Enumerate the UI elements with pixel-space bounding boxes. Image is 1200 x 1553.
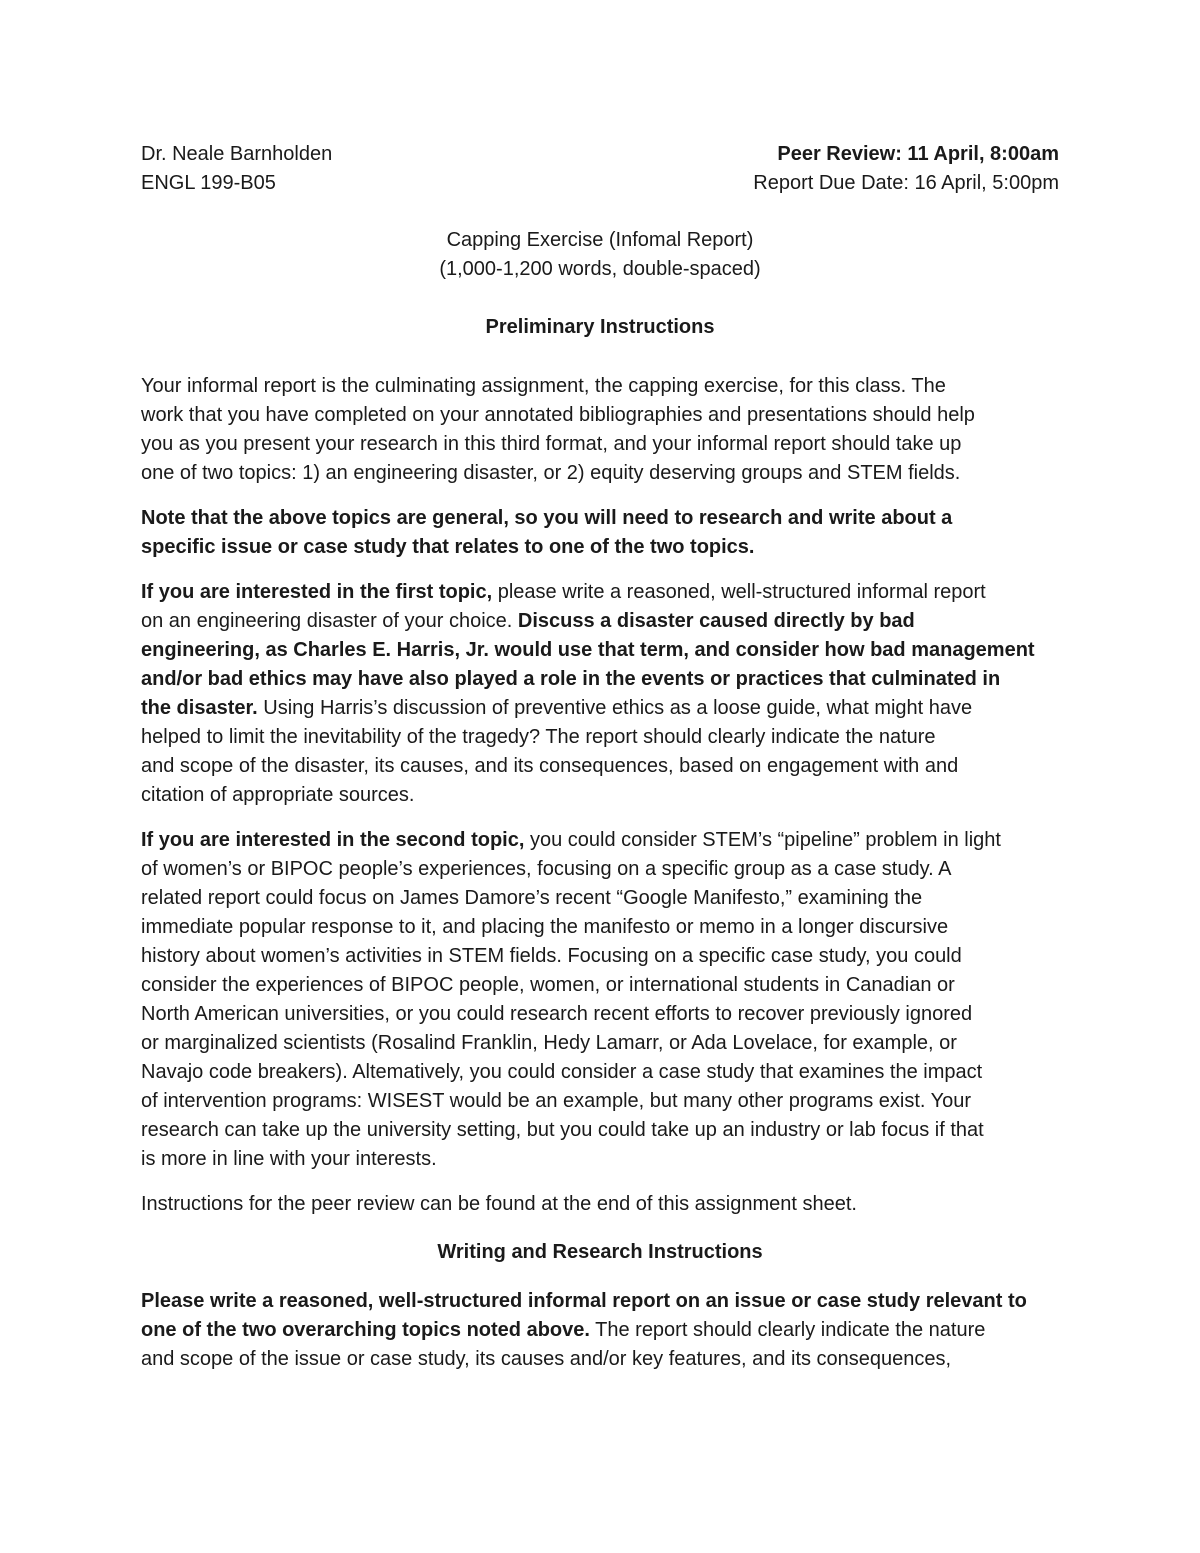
preliminary-heading: Preliminary Instructions [485, 316, 715, 338]
topic2-line [141, 826, 1059, 855]
topic2-lead: If you are interested in the second topic, [141, 829, 525, 851]
peer-review-note [141, 1190, 1059, 1219]
topic2-line: related report could focus on James Damore’s recent “Google Manifesto,” examining the [141, 887, 923, 909]
topic2-line: is more in line with your interests. [141, 1148, 437, 1170]
writing-text: The report should clearly indicate the nature [589, 1319, 986, 1341]
note-line: specific issue or case study that relates to one of the two topics. [141, 536, 755, 558]
topic1-line [141, 694, 1059, 723]
intro-paragraph [141, 372, 1059, 488]
header [141, 140, 1059, 198]
intro-line: one of two topics: 1) an engineering disaster, or 2) equity deserving groups and STEM fields. [141, 462, 961, 484]
topic2-line: consider the experiences of BIPOC people, women, or international students in Canadian or [141, 974, 955, 996]
topic1-line: citation of appropriate sources. [141, 784, 415, 806]
topic2-line: North American universities, or you could research recent efforts to recover previously ignored [141, 1003, 973, 1025]
topic2-paragraph [141, 826, 1059, 1174]
course-code: ENGL 199-B05 [141, 172, 276, 194]
title-line-2: (1,000-1,200 words, double-spaced) [439, 258, 761, 280]
assignment-title [141, 226, 1059, 284]
header-right [753, 140, 1059, 198]
peer-review-note-line: Instructions for the peer review can be found at the end of this assignment sheet. [141, 1193, 857, 1215]
topic2-line: research can take up the university setting, but you could take up an industry or lab focus if that [141, 1119, 984, 1141]
topic1-line: and scope of the disaster, its causes, and its consequences, based on engagement with and [141, 755, 959, 777]
topic2-line: Navajo code breakers). Altematively, you could consider a case study that examines the impact [141, 1061, 983, 1083]
topic1-paragraph [141, 578, 1059, 810]
writing-line [141, 1316, 1059, 1345]
document-body [141, 140, 1059, 1374]
topic1-line: and/or bad ethics may have also played a role in the events or practices that culminated in [141, 668, 1001, 690]
note-paragraph [141, 504, 1059, 562]
topic1-line: helped to limit the inevitability of the tragedy? The report should clearly indicate the nature [141, 726, 936, 748]
writing-line: and scope of the issue or case study, its causes and/or key features, and its consequences, [141, 1348, 952, 1370]
topic2-line: immediate popular response to it, and placing the manifesto or memo in a longer discursive [141, 916, 949, 938]
topic1-line [141, 607, 1059, 636]
topic2-line: of women’s or BIPOC people’s experiences, focusing on a specific group as a case study. A [141, 858, 952, 880]
topic2-text: you could consider STEM’s “pipeline” problem in light [524, 829, 1001, 851]
topic2-line: history about women’s activities in STEM fields. Focusing on a specific case study, you could [141, 945, 962, 967]
topic1-line [141, 578, 1059, 607]
writing-emphasis: one of the two overarching topics noted above. [141, 1319, 590, 1341]
topic1-text: on an engineering disaster of your choice. [141, 610, 518, 632]
topic2-line: of intervention programs: WISEST would be an example, but many other programs exist. Your [141, 1090, 972, 1112]
topic1-emphasis: Discuss a disaster caused directly by bad [517, 610, 915, 632]
writing-heading: Writing and Research Instructions [437, 1241, 763, 1263]
intro-line: work that you have completed on your annotated bibliographies and presentations should help [141, 404, 975, 426]
topic1-text: please write a reasoned, well-structured informal report [492, 581, 986, 603]
topic1-emphasis: the disaster. [141, 697, 258, 719]
topic1-lead: If you are interested in the first topic, [141, 581, 493, 603]
peer-review-date: Peer Review: 11 April, 8:00am [777, 143, 1059, 165]
header-left [141, 140, 332, 198]
topic1-text: Using Harris’s discussion of preventive ethics as a loose guide, what might have [257, 697, 973, 719]
topic2-line: or marginalized scientists (Rosalind Franklin, Hedy Lamarr, or Ada Lovelace, for example, or [141, 1032, 957, 1054]
instructor-name: Dr. Neale Barnholden [141, 143, 333, 165]
writing-line: Please write a reasoned, well-structured informal report on an issue or case study relevant to [141, 1290, 1027, 1312]
writing-paragraph [141, 1287, 1059, 1374]
topic1-line: engineering, as Charles E. Harris, Jr. would use that term, and consider how bad management [141, 639, 1035, 661]
title-line-1: Capping Exercise (Infomal Report) [446, 229, 754, 251]
intro-line: Your informal report is the culminating assignment, the capping exercise, for this class. The [141, 375, 946, 397]
note-line: Note that the above topics are general, so you will need to research and write about a [141, 507, 953, 529]
intro-line: you as you present your research in this third format, and your informal report should take up [141, 433, 962, 455]
report-due-date: Report Due Date: 16 April, 5:00pm [753, 172, 1059, 194]
